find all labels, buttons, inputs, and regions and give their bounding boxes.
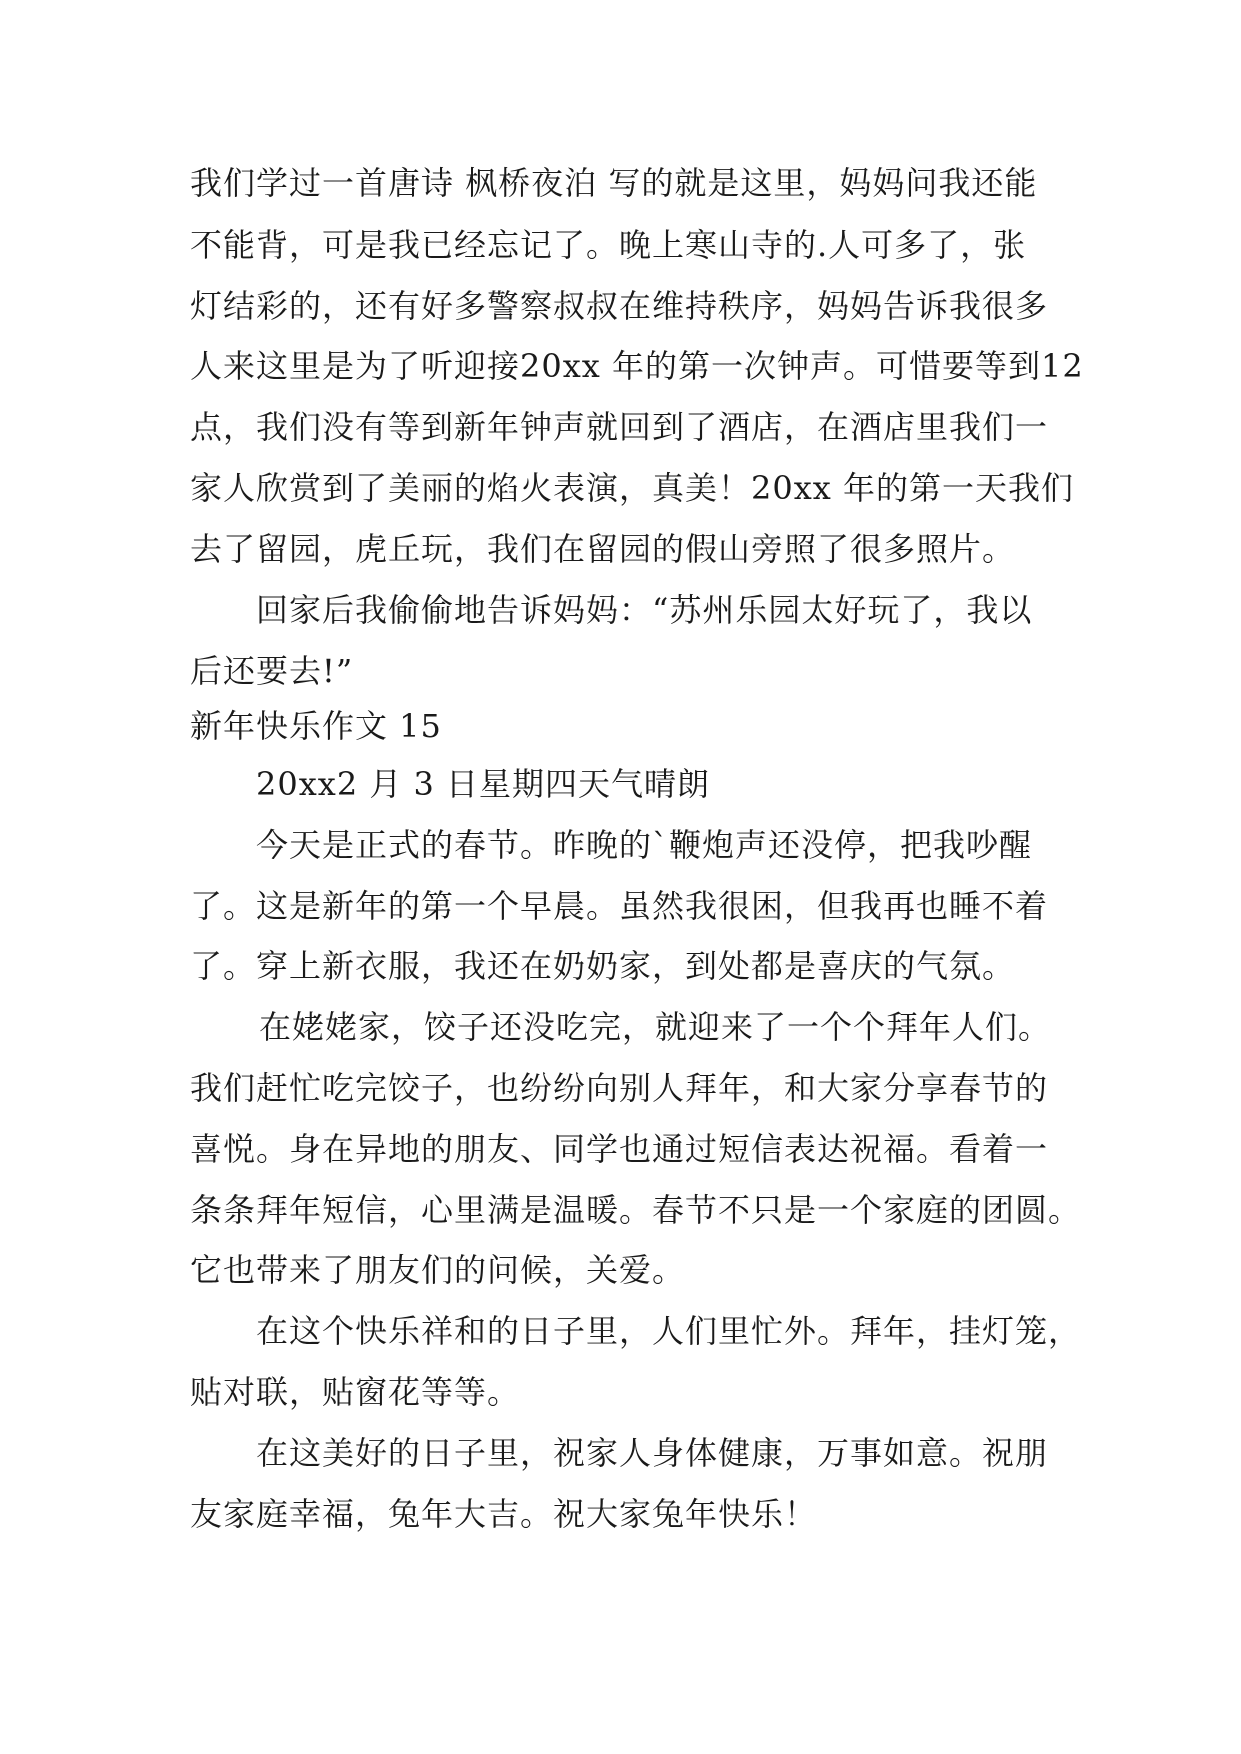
paragraph-line: 在姥姥家，饺子还没吃完，就迎来了一个个拜年人们。: [259, 1008, 1052, 1046]
diary-date-line: 20xx2 月 3 日星期四天气晴朗: [256, 765, 711, 803]
paragraph-line: 在这个快乐祥和的日子里，人们里忙外。拜年，挂灯笼，: [256, 1312, 1082, 1350]
paragraph-line: 回家后我偷偷地告诉妈妈：“苏州乐园太好玩了，我以: [256, 591, 1033, 629]
paragraph-line: 点，我们没有等到新年钟声就回到了酒店，在酒店里我们一: [190, 408, 1049, 446]
paragraph-line: 它也带来了朋友们的问候，关爱。: [190, 1251, 686, 1289]
paragraph-line: 贴对联，贴窗花等等。: [190, 1373, 521, 1411]
section-heading: 新年快乐作文 15: [190, 707, 442, 745]
paragraph-line: 去了留园，虎丘玩，我们在留园的假山旁照了很多照片。: [190, 530, 1016, 568]
paragraph-line: 后还要去!”: [190, 652, 354, 690]
paragraph-line: 了。穿上新衣服，我还在奶奶家，到处都是喜庆的气氛。: [190, 947, 1016, 985]
paragraph-line: 在这美好的日子里，祝家人身体健康，万事如意。祝朋: [256, 1434, 1049, 1472]
paragraph-line: 友家庭幸福，兔年大吉。祝大家兔年快乐！: [190, 1495, 818, 1533]
paragraph-line: 不能背，可是我已经忘记了。晚上寒山寺的.人可多了，张: [190, 226, 1027, 264]
paragraph-line: 今天是正式的春节。昨晚的`鞭炮声还没停，把我吵醒: [256, 826, 1033, 864]
paragraph-line: 人来这里是为了听迎接20xx 年的第一次钟声。可惜要等到12: [190, 347, 1084, 385]
paragraph-line: 我们赶忙吃完饺子，也纷纷向别人拜年，和大家分享春节的: [190, 1069, 1049, 1107]
paragraph-line: 家人欣赏到了美丽的焰火表演，真美！20xx 年的第一天我们: [190, 469, 1074, 507]
paragraph-line: 灯结彩的，还有好多警察叔叔在维持秩序，妈妈告诉我很多: [190, 287, 1049, 325]
paragraph-line: 喜悦。身在异地的朋友、同学也通过短信表达祝福。看着一: [190, 1130, 1049, 1168]
paragraph-line: 条条拜年短信，心里满是温暖。春节不只是一个家庭的团圆。: [190, 1191, 1082, 1229]
paragraph-line: 我们学过一首唐诗 枫桥夜泊 写的就是这里，妈妈问我还能: [190, 164, 1038, 202]
paragraph-line: 了。这是新年的第一个早晨。虽然我很困，但我再也睡不着: [190, 887, 1049, 925]
